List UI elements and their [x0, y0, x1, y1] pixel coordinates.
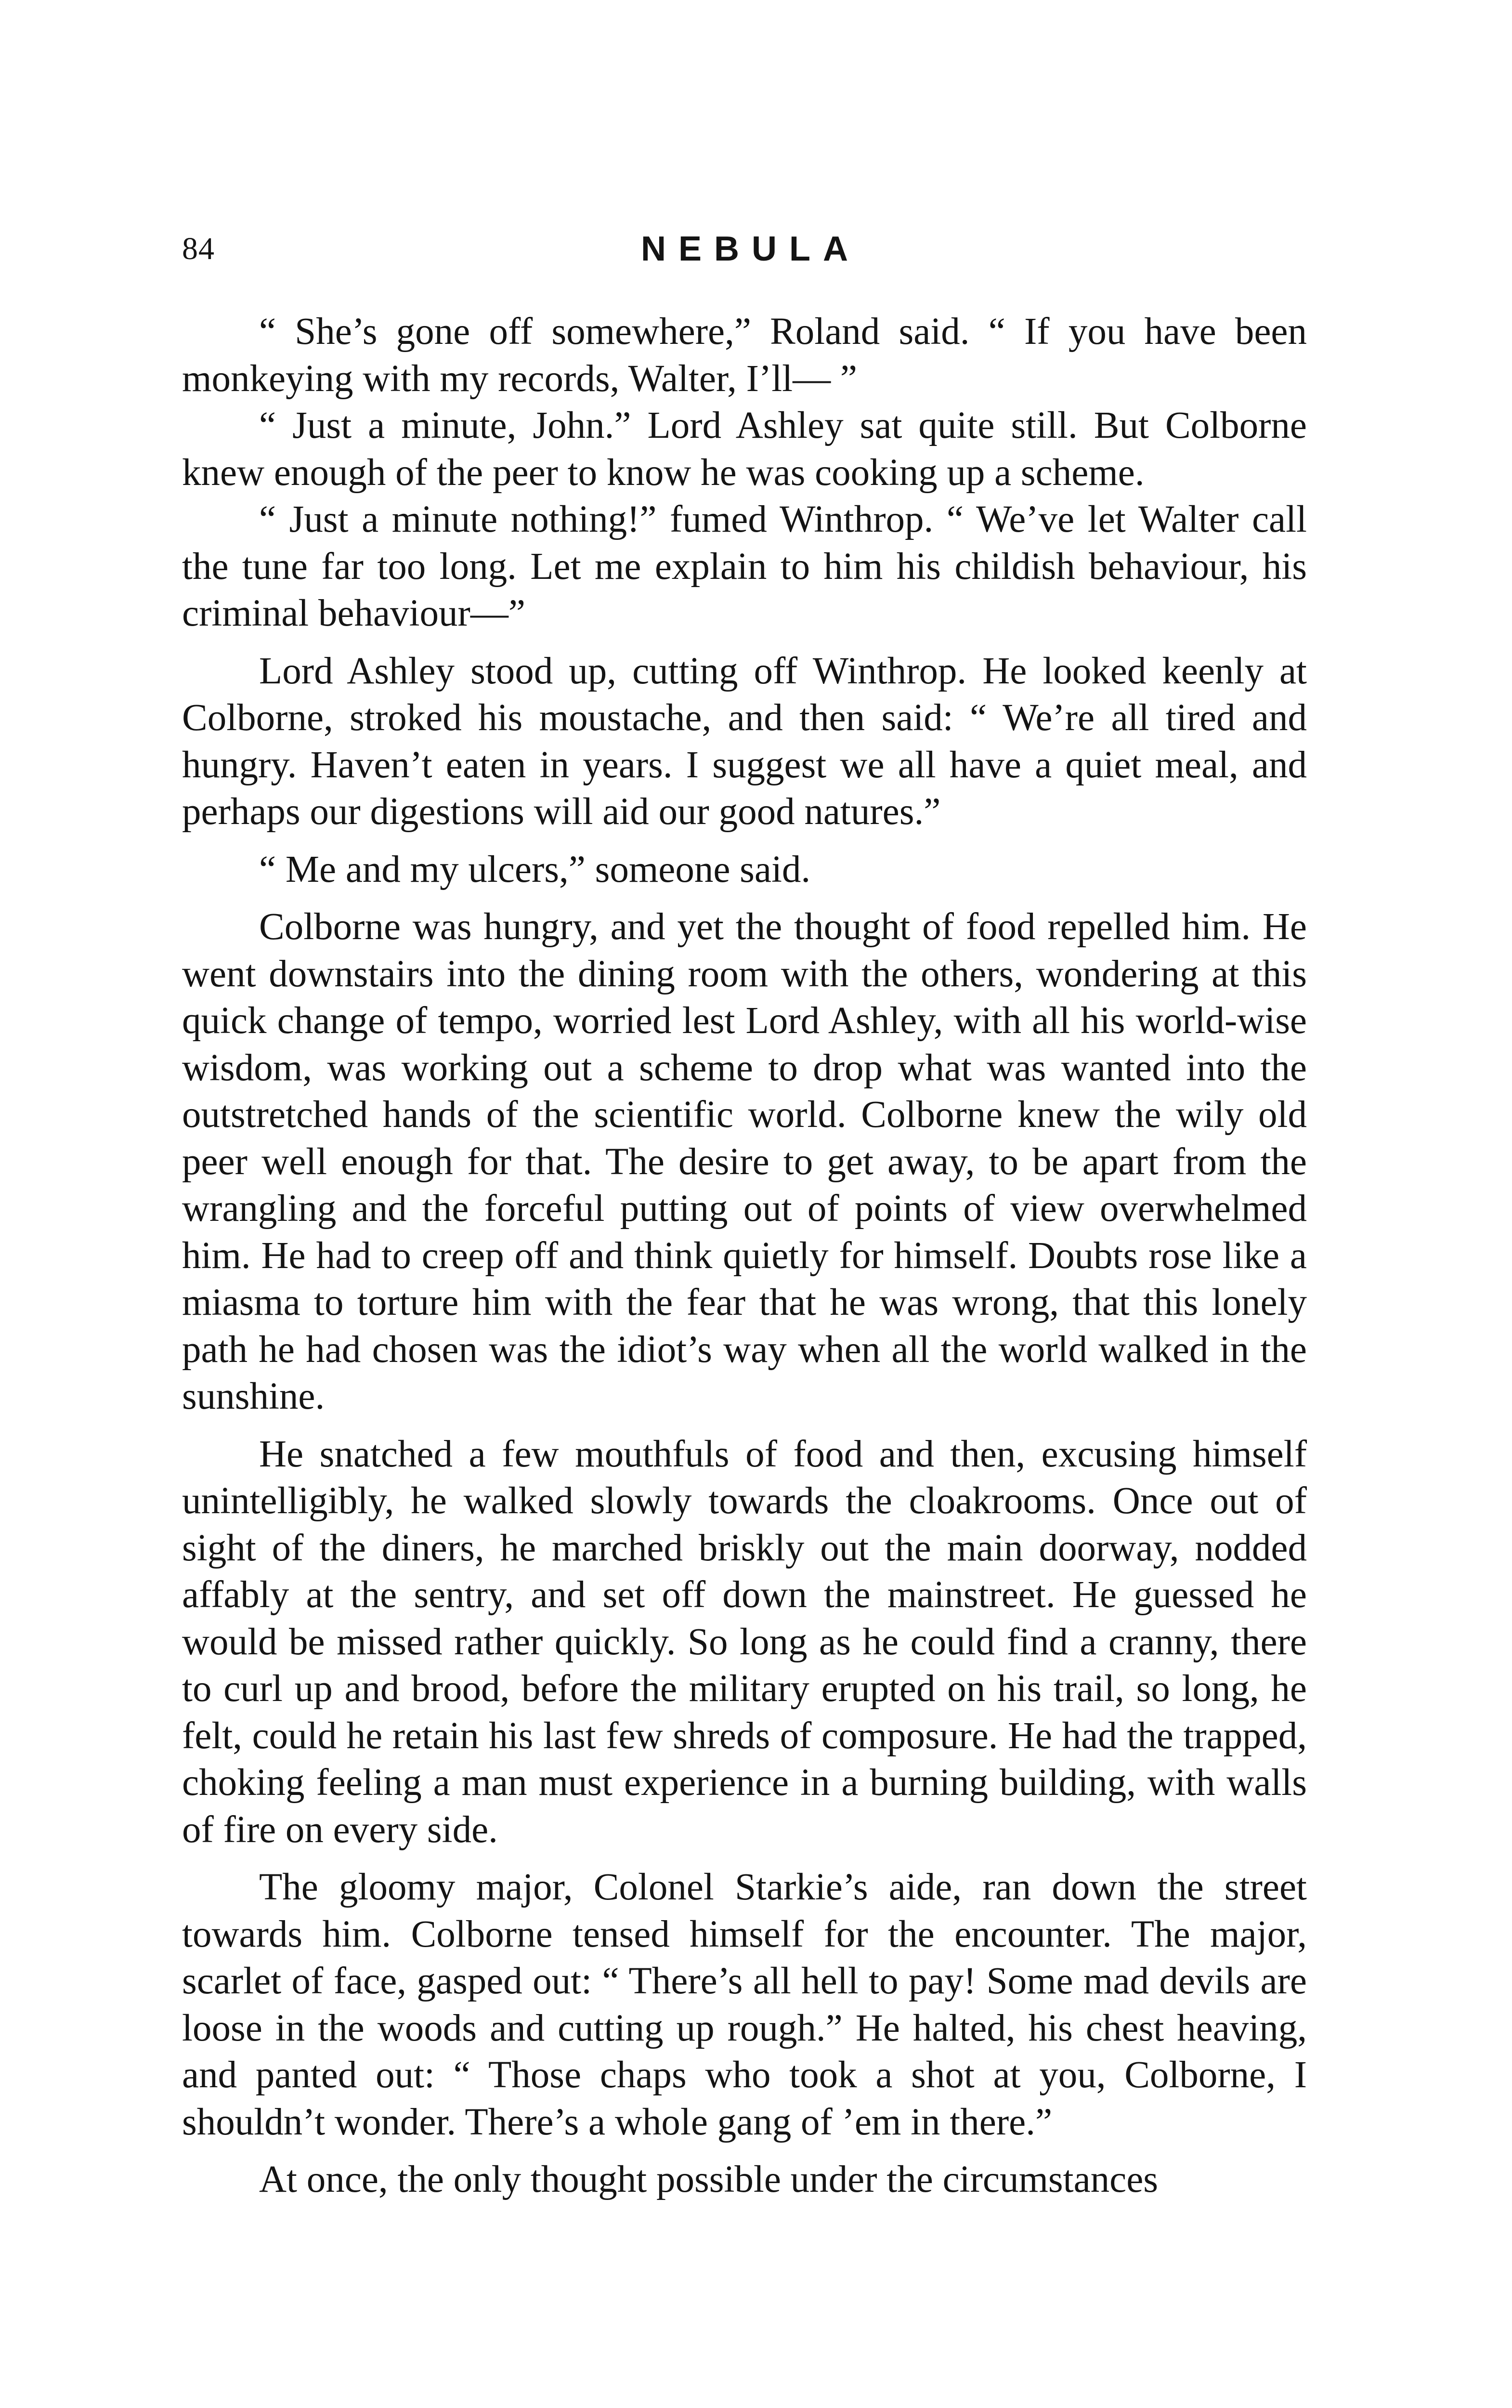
page-number: 84 — [182, 231, 215, 266]
paragraph: “ She’s gone off somewhere,” Roland said. “ If you have been monkeying with my records, Walter, I’ll— ” — [182, 311, 1307, 400]
paragraph: At once, the only thought possible under the circumstances — [259, 2159, 1159, 2200]
paragraph: “ Just a minute nothing!” fumed Winthrop. “ We’ve let Walter call the tune far too long. Let me explain to him his childish behaviour, his criminal behaviour—” — [182, 498, 1307, 634]
paragraph: The gloomy major, Colonel Starkie’s aide, ran down the street towards him. Colborne tensed himself for the encounter. The major, scarlet of face, gasped out: “ There’s all hell to pay! Some mad devils are loose in the woods and cutting up rough.” He halted, his chest heaving, and panted out: “ Those chaps who took a shot at you, Colborne, I shouldn’t wonder. There’s a whole gang of ’em in there.” — [182, 1866, 1307, 2143]
running-head-title: NEBULA — [641, 230, 860, 268]
paragraph: Lord Ashley stood up, cutting off Winthrop. He looked keenly at Colborne, stroked his moustache, and then said: “ We’re all tired and hungry. Haven’t eaten in years. I suggest we all have a quiet meal, and perhaps our digestions will aid our good natures.” — [182, 650, 1307, 833]
paragraph: “ Just a minute, John.” Lord Ashley sat quite still. But Colborne knew enough of the peer to know he was cooking up a scheme. — [182, 405, 1307, 494]
body-text — [182, 308, 1307, 2203]
paragraph: “ Me and my ulcers,” someone said. — [259, 848, 811, 890]
page-header — [182, 222, 1307, 275]
paragraph: He snatched a few mouthfuls of food and then, excusing himself unintelligibly, he walked slowly towards the cloakrooms. Once out of sight of the diners, he marched briskly out the main doorway, nodded affably at the sentry, and set off down the mainstreet. He guessed he would be missed rather quickly. So long as he could find a cranny, there to curl up and brood, before the military erupted on his trail, so long, he felt, could he retain his last few shreds of composure. He had the trapped, choking feeling a man must experience in a burning building, with walls of fire on every side. — [182, 1433, 1307, 1851]
paragraph: Colborne was hungry, and yet the thought of food repelled him. He went downstairs into the dining room with the others, wondering at this quick change of tempo, worried lest Lord Ashley, with all his world-wise wisdom, was working out a scheme to drop what was wanted into the outstretched hands of the scientific world. Colborne knew the wily old peer well enough for that. The desire to get away, to be apart from the wrangling and the forceful putting out of points of view overwhelmed him. He had to creep off and think quietly for himself. Doubts rose like a miasma to torture him with the fear that he was wrong, that this lonely path he had chosen was the idiot’s way when all the world walked in the sunshine. — [182, 906, 1307, 1417]
